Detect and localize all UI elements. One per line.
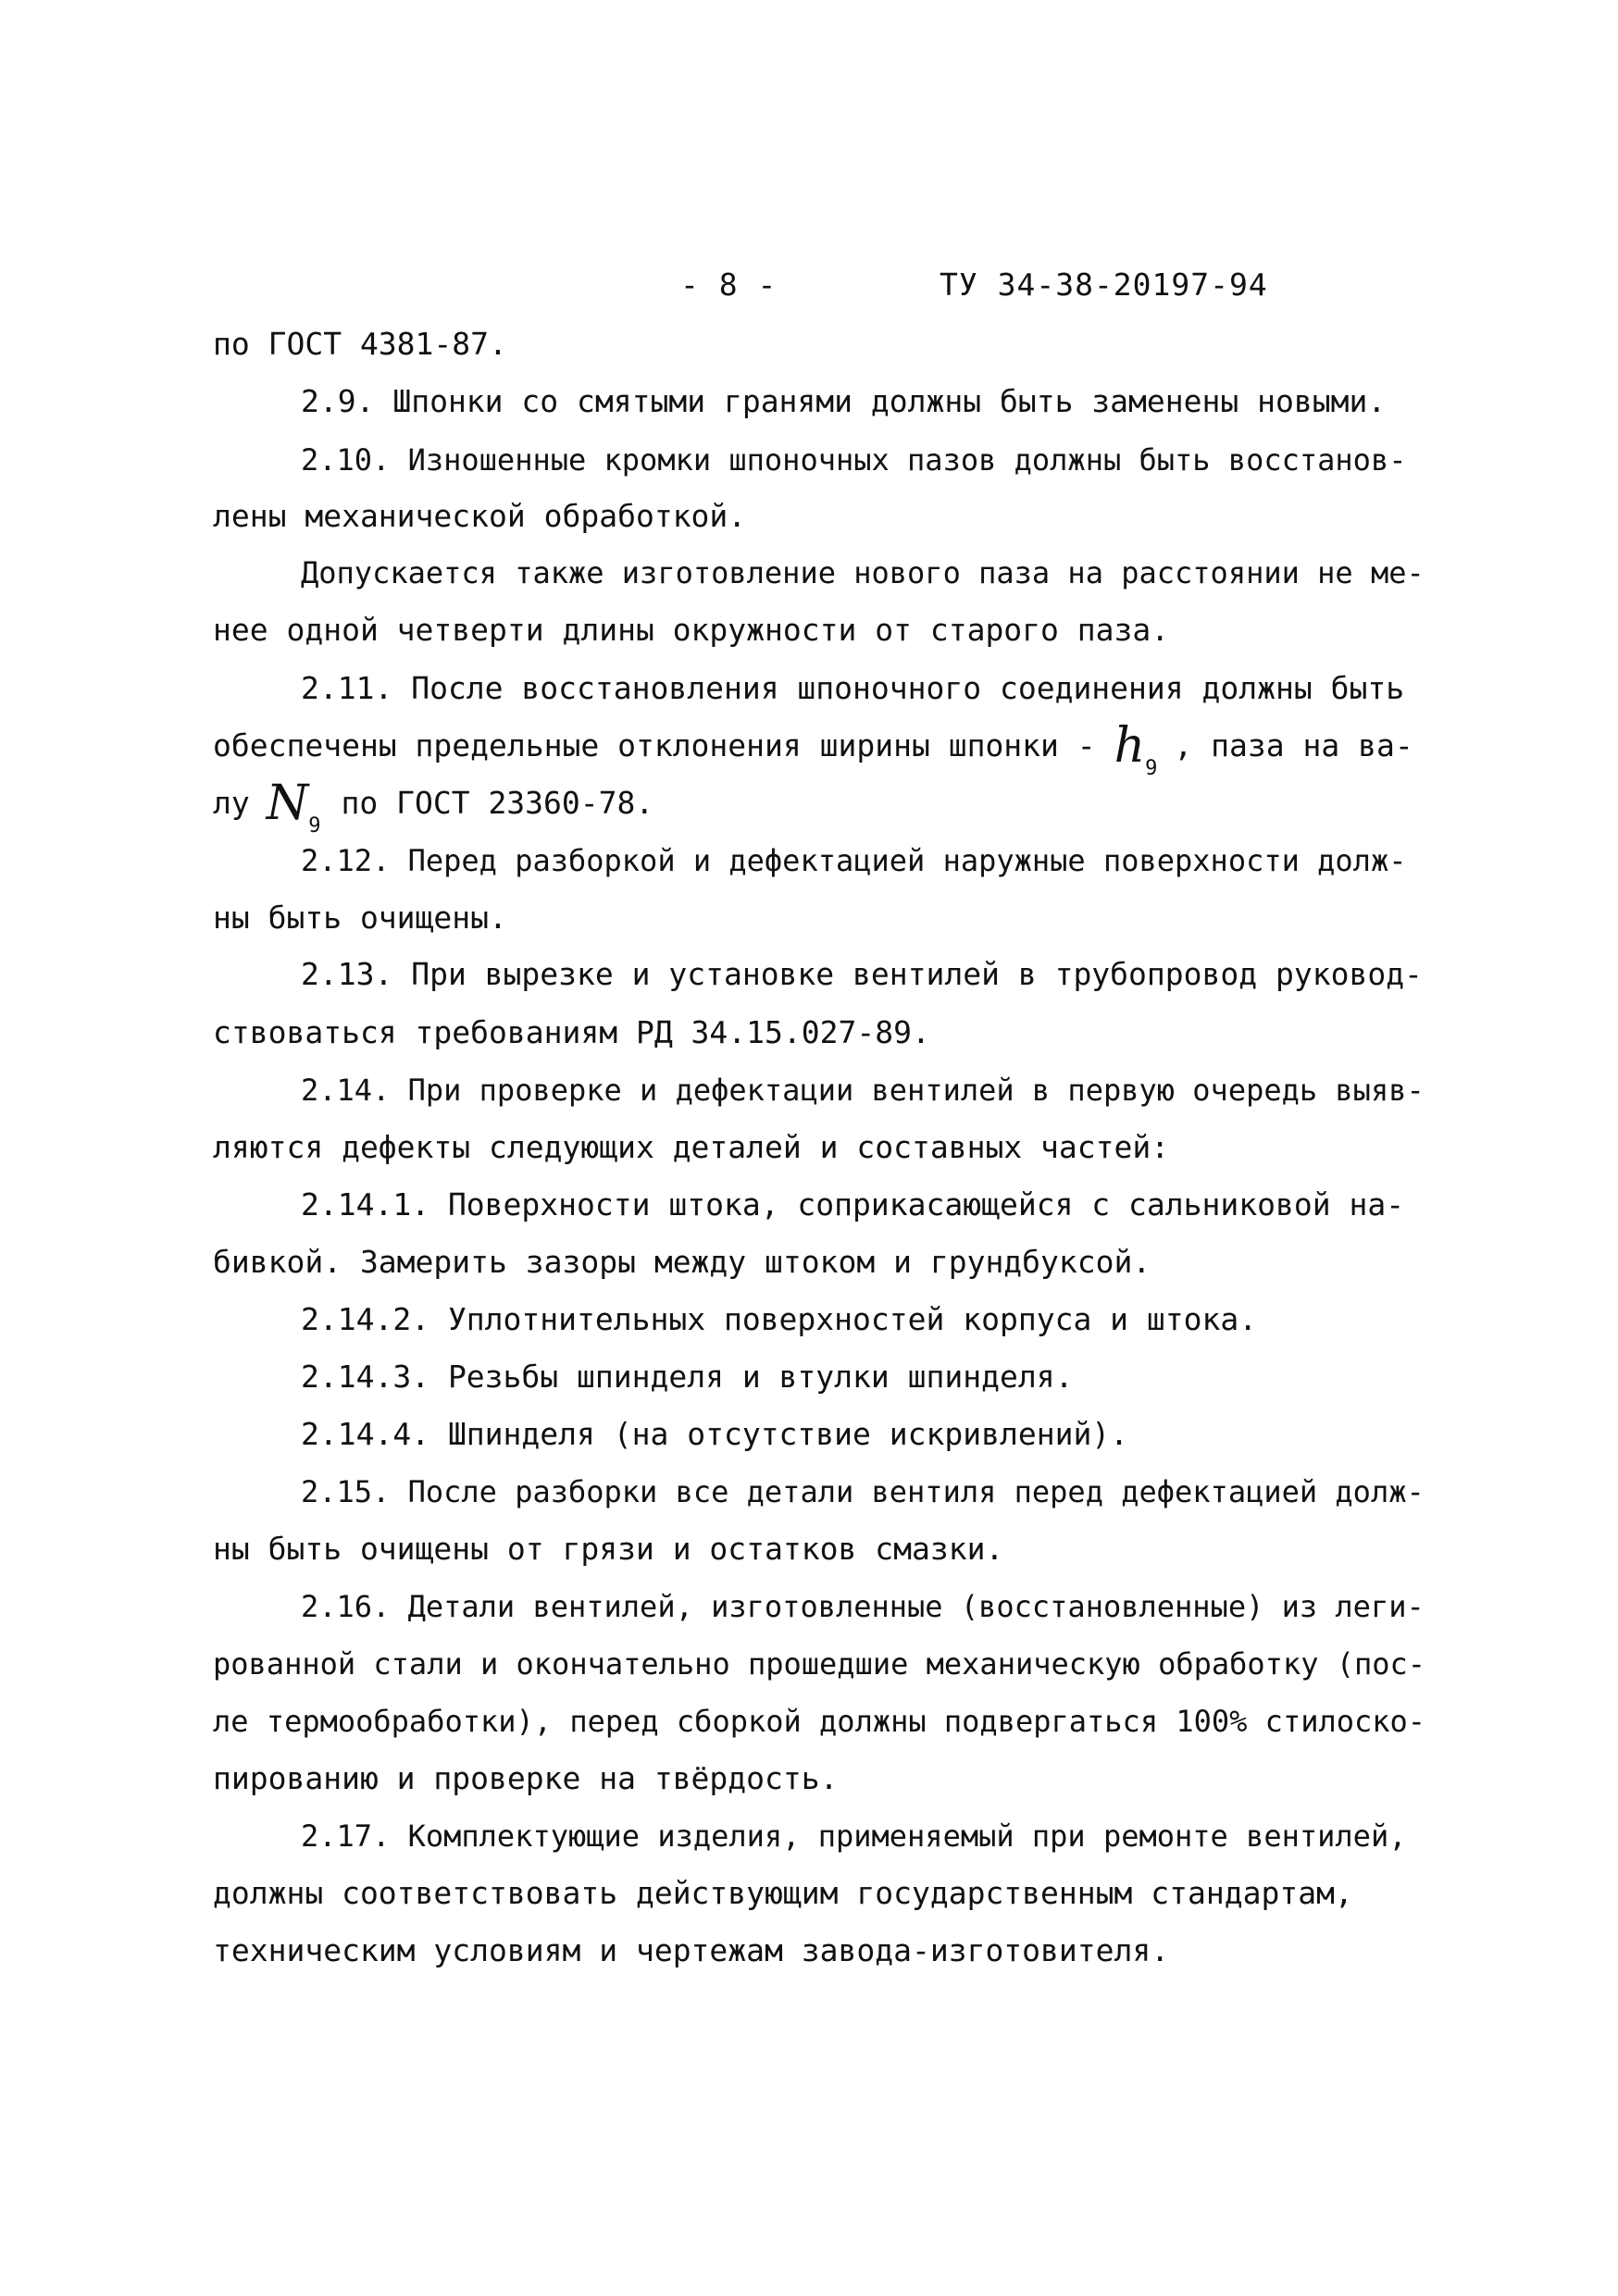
text-line: пированию и проверке на твёрдость. — [213, 1760, 839, 1796]
text-line: ляются дефекты следующих деталей и составных частей: — [213, 1129, 1170, 1165]
text-line: по ГОСТ 4381-87. — [213, 326, 507, 362]
paragraph-2-11 — [301, 670, 1425, 707]
paragraph-2-9: 2.9. Шпонки со смятыми гранями должны быть заменены новыми. — [301, 383, 1387, 419]
symbol-letter: N — [266, 776, 309, 831]
paragraph-2-14-4: 2.14.4. Шпинделя (на отсутствие искривлений). — [301, 1416, 1129, 1452]
symbol-letter: h — [1114, 718, 1146, 774]
paragraph-2-15 — [301, 1473, 1425, 1510]
line-text: 2.12. Перед разборкой и дефектацией наружные поверхности долж- — [301, 843, 1407, 878]
text-line-tolerance — [213, 718, 1425, 780]
line-text: обеспечены предельные отклонения ширины шпонки - — [213, 727, 1096, 763]
paragraph-2-14-2: 2.14.2. Уплотнительных поверхностей корпуса и штока. — [301, 1301, 1258, 1337]
text-line: должны соответствовать действующим государственным стандартам, — [213, 1875, 1353, 1911]
text-line: ствоваться требованиям РД 34.15.027-89. — [213, 1014, 930, 1050]
paragraph-2-14-1 — [301, 1186, 1425, 1223]
line-text: 2.11. После восстановления шпоночного соединения должны быть — [301, 670, 1405, 706]
line-text: 2.13. При вырезке и установке вентилей в трубопровод руковод- — [301, 956, 1423, 992]
text-line: лены механической обработкой. — [213, 498, 747, 534]
text-line: техническим условиям и чертежам завода-изготовителя. — [213, 1932, 1170, 1968]
text-line: нее одной четверти длины окружности от старого паза. — [213, 612, 1170, 648]
line-text: 2.16. Детали вентилей, изготовленные (восстановленные) из леги- — [301, 1589, 1425, 1624]
text-line — [213, 1703, 1425, 1740]
text-line: ны быть очищены от грязи и остатков смазки. — [213, 1531, 1004, 1567]
line-text: 2.15. После разборки все детали вентиля перед дефектацией долж- — [301, 1474, 1425, 1509]
line-text: 2.17. Комплектующие изделия, применяемый при ремонте вентилей, — [301, 1818, 1407, 1854]
line-text: рованной стали и окончательно прошедшие механическую обработку (пос- — [213, 1646, 1426, 1682]
line-text: ле термообработки), перед сборкой должны подвергаться 100% стилоско- — [213, 1704, 1426, 1739]
paragraph-2-16 — [301, 1588, 1425, 1625]
line-text: лу — [213, 785, 250, 821]
line-text: Допускается также изготовление нового паза на расстоянии не ме- — [301, 555, 1425, 590]
tolerance-symbol-n — [266, 776, 321, 838]
text-line: ны быть очищены. — [213, 900, 507, 936]
paragraph-2-12 — [301, 842, 1425, 879]
paragraph-2-14 — [301, 1072, 1425, 1109]
paragraph-permission — [301, 554, 1425, 591]
text-line: бивкой. Замерить зазоры между штоком и грундбуксой. — [213, 1244, 1151, 1280]
line-text: 2.14. При проверке и дефектации вентилей в первую очередь выяв- — [301, 1073, 1425, 1108]
paragraph-2-17 — [301, 1818, 1425, 1855]
tolerance-symbol-h — [1114, 718, 1158, 780]
symbol-subscript: 9 — [1145, 757, 1158, 780]
line-text: 2.10. Изношенные кромки шпоночных пазов должны быть восстанов- — [301, 442, 1407, 478]
document-code: ТУ 34-38-20197-94 — [940, 267, 1268, 303]
line-text: по ГОСТ 23360-78. — [341, 785, 654, 821]
text-line-tolerance — [213, 776, 1425, 838]
line-text: 2.14.1. Поверхности штока, соприкасающейся с сальниковой на- — [301, 1186, 1405, 1222]
line-text: , паза на ва- — [1174, 727, 1413, 763]
paragraph-2-10 — [301, 441, 1425, 478]
page-number: - 8 - — [680, 267, 778, 303]
paragraph-2-14-3: 2.14.3. Резьбы шпинделя и втулки шпинделя. — [301, 1359, 1074, 1395]
symbol-subscript: 9 — [308, 814, 321, 838]
text-line — [213, 1645, 1425, 1682]
paragraph-2-13 — [301, 956, 1425, 993]
